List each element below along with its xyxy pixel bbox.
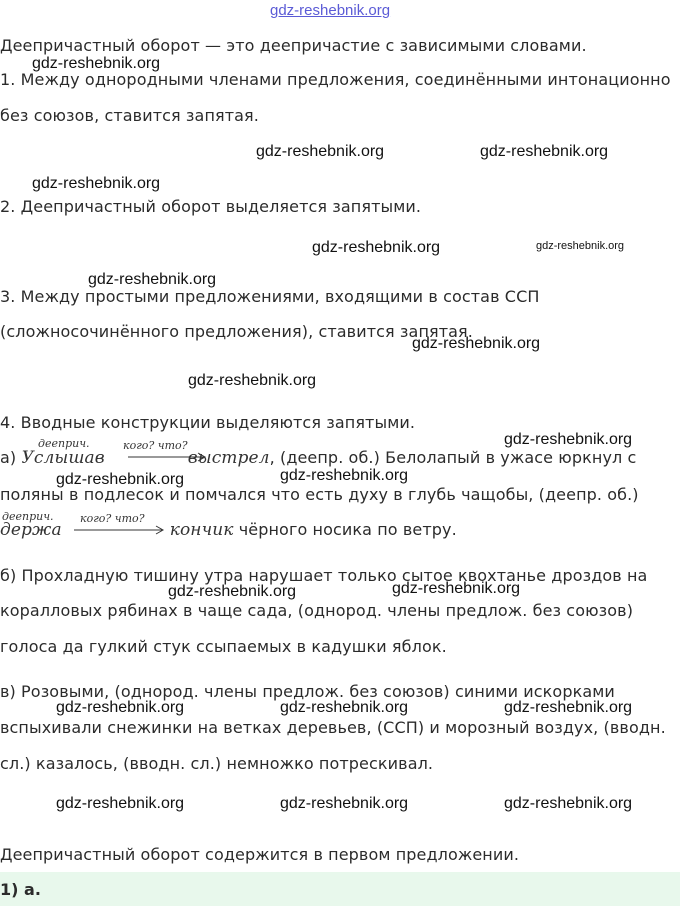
watermark: gdz-reshebnik.org	[32, 175, 161, 192]
object-word-2: кончик	[169, 520, 234, 540]
question-label-2: кого? что?	[80, 512, 145, 525]
watermark: gdz-reshebnik.org	[480, 143, 609, 160]
conclusion-text: Деепричастный оборот содержится в первом предложении.	[0, 845, 520, 864]
example-v-line2: вспыхивали снежинки на ветках деревьев, (ССП) и морозный воздух, (вводн.	[0, 718, 666, 737]
rule1-line2: без союзов, ставится запятая.	[0, 106, 259, 125]
example-b-line3: голоса да гулкий стук ссыпаемых в кадушки яблок.	[0, 637, 447, 656]
example-a-prefix: а)	[0, 448, 17, 467]
rule3-line1: 3. Между простыми предложениями, входящими в состав ССП	[0, 287, 540, 306]
watermark: gdz-reshebnik.org	[188, 372, 317, 389]
example-a-line2: поляны в подлесок и помчался что есть духу в глубь чащобы, (деепр. об.)	[0, 485, 639, 504]
rule1-line1: 1. Между однородными членами предложения, соединёнными интонационно	[0, 70, 671, 89]
example-a-rest3: чёрного носика по ветру.	[233, 520, 457, 539]
rule4-text: 4. Вводные конструкции выделяются запятыми.	[0, 413, 416, 432]
participle-word-1: Услышав	[21, 448, 105, 468]
rule3-line2: (сложносочинённого предложения), ставится запятая.	[0, 322, 473, 341]
watermark: gdz-reshebnik.org	[280, 467, 409, 484]
intro-text: Деепричастный оборот — это деепричастие с зависимыми словами.	[0, 36, 587, 55]
example-a-line1	[0, 448, 636, 468]
participle-label-2: дееприч.	[2, 510, 54, 523]
watermark: gdz-reshebnik.org	[392, 580, 521, 597]
example-a-rest1: , (деепр. об.) Белолапый в ужасе юркнул с	[269, 448, 637, 467]
question-label-1: кого? что?	[123, 439, 188, 452]
example-v-line1: в) Розовыми, (однород. члены предлож. без союзов) синими искорками	[0, 682, 615, 701]
watermark: gdz-reshebnik.org	[56, 699, 185, 716]
watermark: gdz-reshebnik.org	[88, 271, 217, 288]
example-b-line1: б) Прохладную тишину утра нарушает только сытое квохтанье дроздов на	[0, 566, 648, 585]
example-b-line2: коралловых рябинах в чаще сада, (однород. члены предлож. без союзов)	[0, 601, 634, 620]
watermark: gdz-reshebnik.org	[280, 795, 409, 812]
watermark: gdz-reshebnik.org	[536, 240, 625, 252]
watermark: gdz-reshebnik.org	[168, 583, 297, 600]
example-v-line3: сл.) казалось, (вводн. сл.) немножко потрескивал.	[0, 754, 434, 773]
watermark: gdz-reshebnik.org	[412, 335, 541, 352]
watermark: gdz-reshebnik.org	[312, 239, 441, 256]
watermark: gdz-reshebnik.org	[280, 699, 409, 716]
participle-label-1: дееприч.	[38, 437, 90, 450]
watermark: gdz-reshebnik.org	[256, 143, 385, 160]
watermark: gdz-reshebnik.org	[504, 795, 633, 812]
object-word-1: выстрел	[187, 448, 270, 468]
participle-word-2: держа	[0, 520, 62, 540]
answer-text: 1) а.	[0, 880, 41, 899]
watermark: gdz-reshebnik.org	[504, 699, 633, 716]
example-a-line3	[0, 520, 457, 540]
watermark: gdz-reshebnik.org	[56, 795, 185, 812]
watermark: gdz-reshebnik.org	[504, 431, 633, 448]
watermark: gdz-reshebnik.org	[56, 471, 185, 488]
answer-highlight	[0, 872, 680, 906]
rule2-text: 2. Деепричастный оборот выделяется запятыми.	[0, 197, 422, 216]
header-site-link[interactable]: gdz-reshebnik.org	[270, 2, 391, 19]
watermark: gdz-reshebnik.org	[32, 55, 161, 72]
